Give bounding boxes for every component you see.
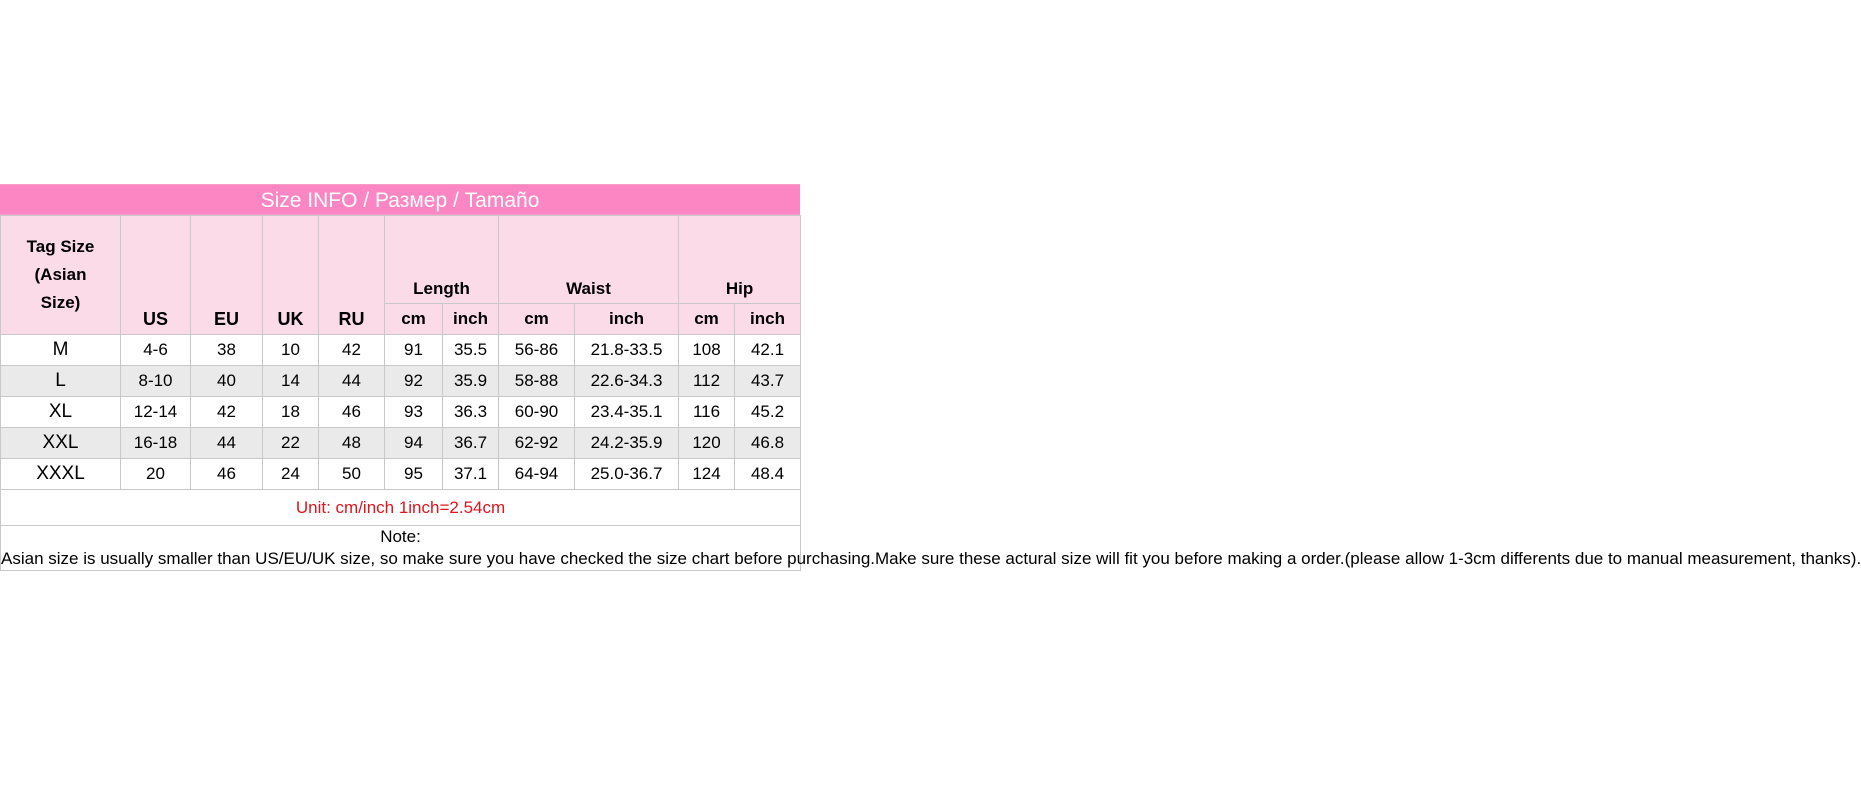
tag-size-cell: XL xyxy=(1,397,121,428)
waist-inch-cell: 23.4-35.1 xyxy=(575,397,679,428)
uk-cell: 10 xyxy=(263,335,319,366)
length-inch-cell: 35.9 xyxy=(443,366,499,397)
hip-cm-cell: 112 xyxy=(679,366,735,397)
us-cell: 16-18 xyxy=(121,428,191,459)
eu-cell: 44 xyxy=(191,428,263,459)
hip-cm-cell: 108 xyxy=(679,335,735,366)
tag-size-line1: Tag Size xyxy=(26,237,95,256)
waist-cm-cell: 60-90 xyxy=(499,397,575,428)
note-cell xyxy=(1,526,1861,571)
size-table xyxy=(0,215,1861,571)
waist-cm-cell: 56-86 xyxy=(499,335,575,366)
length-cm-cell: 93 xyxy=(385,397,443,428)
tag-size-line2: (Asian xyxy=(34,265,87,284)
eu-cell: 46 xyxy=(191,459,263,490)
us-cell: 20 xyxy=(121,459,191,490)
col-uk-header: UK xyxy=(263,216,319,335)
note-row xyxy=(1,526,801,571)
table-row xyxy=(1,397,801,428)
ru-cell: 48 xyxy=(319,428,385,459)
length-cm-cell: 94 xyxy=(385,428,443,459)
uk-cell: 24 xyxy=(263,459,319,490)
unit-note-row xyxy=(1,490,801,526)
waist-inch-header: inch xyxy=(575,304,679,335)
tag-size-cell: XXXL xyxy=(1,459,121,490)
size-chart xyxy=(0,184,1861,571)
unit-note: Unit: cm/inch 1inch=2.54cm xyxy=(1,490,801,526)
tag-size-cell: M xyxy=(1,335,121,366)
ru-cell: 50 xyxy=(319,459,385,490)
hip-cm-cell: 120 xyxy=(679,428,735,459)
waist-inch-cell: 21.8-33.5 xyxy=(575,335,679,366)
waist-cm-cell: 64-94 xyxy=(499,459,575,490)
length-inch-cell: 36.3 xyxy=(443,397,499,428)
waist-cm-cell: 62-92 xyxy=(499,428,575,459)
waist-cm-cell: 58-88 xyxy=(499,366,575,397)
length-inch-cell: 36.7 xyxy=(443,428,499,459)
col-us-header: US xyxy=(121,216,191,335)
uk-cell: 18 xyxy=(263,397,319,428)
size-chart-title: Size INFO / Размер / Tamaño xyxy=(0,184,800,215)
table-row xyxy=(1,459,801,490)
hip-header: Hip xyxy=(679,216,801,304)
ru-cell: 46 xyxy=(319,397,385,428)
hip-inch-cell: 42.1 xyxy=(735,335,801,366)
hip-inch-cell: 48.4 xyxy=(735,459,801,490)
waist-header: Waist xyxy=(499,216,679,304)
eu-cell: 42 xyxy=(191,397,263,428)
tag-size-cell: XXL xyxy=(1,428,121,459)
table-row xyxy=(1,366,801,397)
hip-cm-header: cm xyxy=(679,304,735,335)
us-cell: 12-14 xyxy=(121,397,191,428)
uk-cell: 14 xyxy=(263,366,319,397)
hip-inch-cell: 43.7 xyxy=(735,366,801,397)
eu-cell: 40 xyxy=(191,366,263,397)
hip-inch-cell: 46.8 xyxy=(735,428,801,459)
ru-cell: 42 xyxy=(319,335,385,366)
length-inch-cell: 35.5 xyxy=(443,335,499,366)
waist-cm-header: cm xyxy=(499,304,575,335)
length-cm-cell: 91 xyxy=(385,335,443,366)
table-row xyxy=(1,335,801,366)
hip-inch-header: inch xyxy=(735,304,801,335)
us-cell: 8-10 xyxy=(121,366,191,397)
ru-cell: 44 xyxy=(319,366,385,397)
table-row xyxy=(1,428,801,459)
note-text: Asian size is usually smaller than US/EU/UK size, so make sure you have checked the size chart before purchasing.Make sure these actural size will fit you before making a order.(please allow 1-3cm differents due to manual measurement, thanks). xyxy=(1,549,1861,568)
eu-cell: 38 xyxy=(191,335,263,366)
length-cm-cell: 92 xyxy=(385,366,443,397)
waist-inch-cell: 22.6-34.3 xyxy=(575,366,679,397)
tag-size-header xyxy=(1,216,121,335)
length-header: Length xyxy=(385,216,499,304)
note-title: Note: xyxy=(380,527,421,546)
length-cm-cell: 95 xyxy=(385,459,443,490)
length-inch-header: inch xyxy=(443,304,499,335)
length-inch-cell: 37.1 xyxy=(443,459,499,490)
length-cm-header: cm xyxy=(385,304,443,335)
hip-cm-cell: 124 xyxy=(679,459,735,490)
uk-cell: 22 xyxy=(263,428,319,459)
col-ru-header: RU xyxy=(319,216,385,335)
col-eu-header: EU xyxy=(191,216,263,335)
tag-size-cell: L xyxy=(1,366,121,397)
hip-cm-cell: 116 xyxy=(679,397,735,428)
tag-size-line3: Size) xyxy=(40,293,81,312)
waist-inch-cell: 24.2-35.9 xyxy=(575,428,679,459)
us-cell: 4-6 xyxy=(121,335,191,366)
header-row-top xyxy=(1,216,801,304)
hip-inch-cell: 45.2 xyxy=(735,397,801,428)
waist-inch-cell: 25.0-36.7 xyxy=(575,459,679,490)
